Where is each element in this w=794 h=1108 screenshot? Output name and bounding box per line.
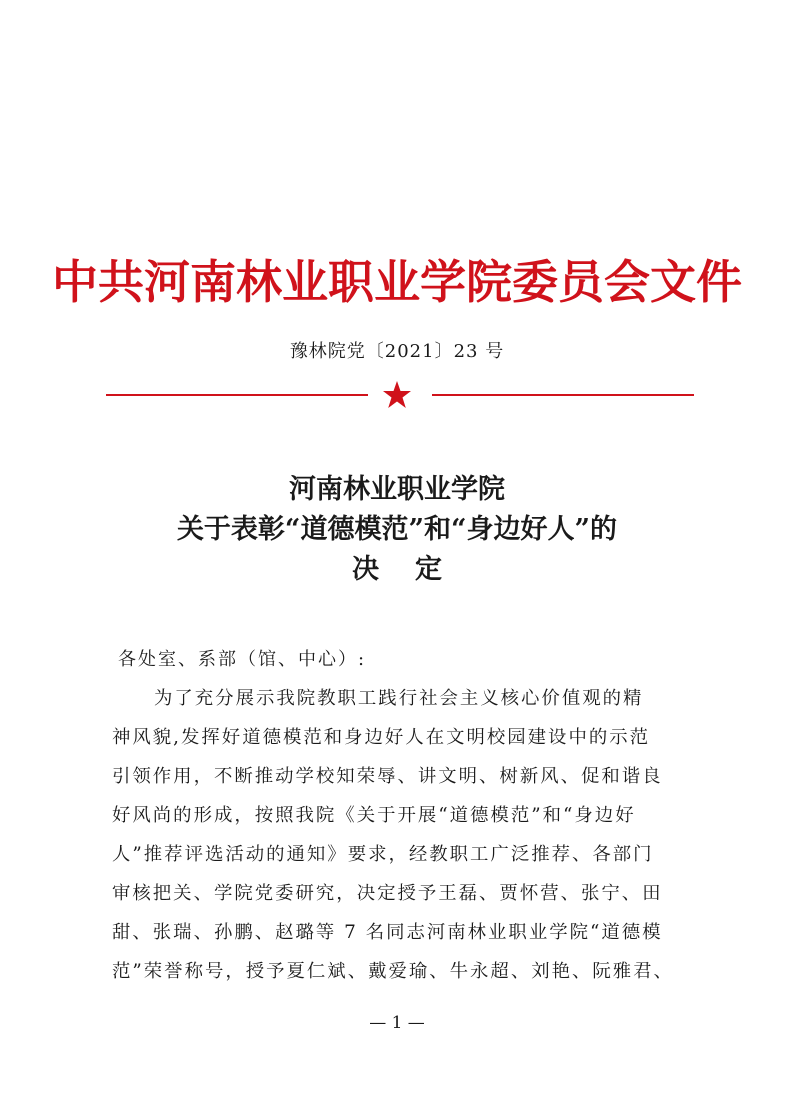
document-header-title: 中共河南林业职业学院委员会文件 xyxy=(52,255,742,309)
salutation: 各处室、系部（馆、中心）: xyxy=(118,649,367,670)
body-line: 审核把关、学院党委研究，决定授予王磊、贾怀营、张宁、田 xyxy=(112,883,663,904)
body-line: 好风尚的形成，按照我院《关于开展“道德模范”和“身边好 xyxy=(112,805,636,826)
page-number: — 1 — xyxy=(369,1013,425,1033)
title-line-2: 关于表彰“道德模范”和“身边好人”的 xyxy=(176,514,618,545)
title-line-3: 决定 xyxy=(352,554,478,585)
header-divider-left xyxy=(106,394,368,396)
document-title xyxy=(0,470,794,590)
body-line: 神风貌,发挥好道德模范和身边好人在文明校园建设中的示范 xyxy=(112,727,651,748)
body-line: 范”荣誉称号，授予夏仁斌、戴爱瑜、牛永超、刘艳、阮雅君、 xyxy=(112,961,674,982)
body-line: 引领作用，不断推动学校知荣辱、讲文明、树新风、促和谐良 xyxy=(112,766,663,787)
body-line: 为了充分展示我院教职工践行社会主义核心价值观的精 xyxy=(154,688,644,709)
document-number: 豫林院党〔2021〕23 号 xyxy=(289,341,505,362)
title-line-1: 河南林业职业学院 xyxy=(289,474,505,505)
header-divider-right xyxy=(432,394,694,396)
body-line: 人”推荐评选活动的通知》要求，经教职工广泛推荐、各部门 xyxy=(112,844,654,865)
body-paragraph xyxy=(112,679,688,991)
star-icon xyxy=(382,380,412,410)
body-line: 甜、张瑞、孙鹏、赵璐等 7 名同志河南林业职业学院“道德模 xyxy=(112,922,663,943)
